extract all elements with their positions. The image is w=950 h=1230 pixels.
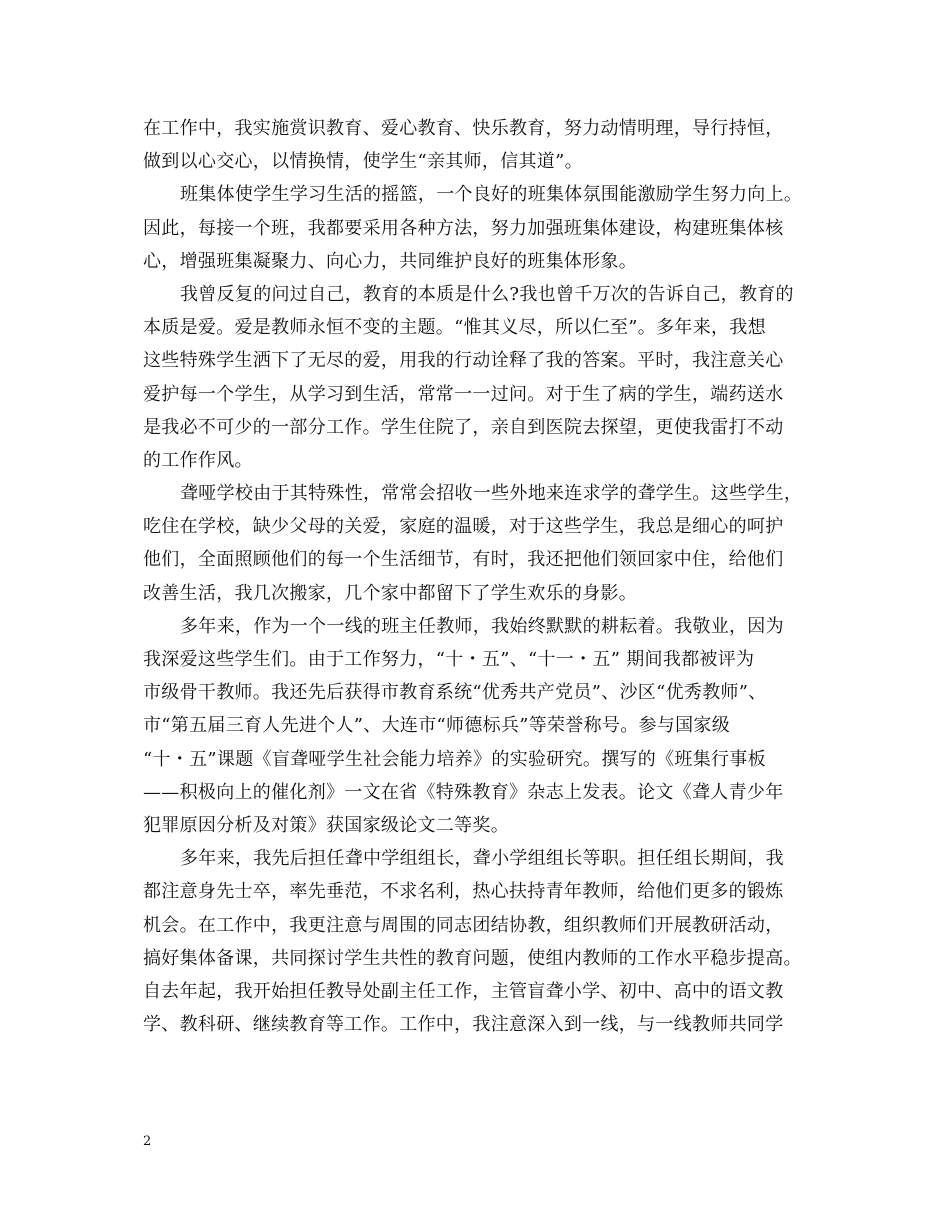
text-line: 因此，每接一个班，我都要采用各种方法，努力加强班集体建设，构建班集体核 <box>143 217 784 239</box>
text-line: 我深爱这些学生们。由于工作努力，“十・五”、“十一・五” 期间我都被评为 <box>143 649 755 670</box>
text-line: 市“第五届三育人先进个人”、大连市“师德标兵”等荣誉称号。参与国家级 <box>143 715 731 737</box>
text-line: 他们，全面照顾他们的每一个生活细节，有时，我还把他们领回家中住，给他们 <box>143 549 784 571</box>
text-line: ——积极向上的催化剂》一文在省《特殊教育》杂志上发表。论文《聋人青少年 <box>143 781 784 803</box>
text-line: 吃住在学校，缺少父母的关爱，家庭的温暖，对于这些学生，我总是细心的呵护 <box>143 516 784 538</box>
text-line: 自去年起，我开始担任教导处副主任工作，主管盲聋小学、初中、高中的语文教 <box>143 980 784 1002</box>
document-body <box>143 112 823 1041</box>
text-line: 是我必不可少的一部分工作。学生住院了，亲自到医院去探望，更使我雷打不动 <box>143 416 784 438</box>
paragraph-start-line: 我曾反复的问过自己，教育的本质是什么?我也曾千万次的告诉自己，教育的 <box>180 283 794 305</box>
text-line: 本质是爱。爱是教师永恒不变的主题。“惟其义尽，所以仁至”。多年来，我想 <box>143 317 766 339</box>
text-line: 的工作作风。 <box>143 449 253 471</box>
text-line: 这些特殊学生洒下了无尽的爱，用我的行动诠释了我的答案。平时，我注意关心 <box>143 350 784 372</box>
text-line: 犯罪原因分析及对策》获国家级论文二等奖。 <box>143 814 509 836</box>
text-line: 搞好集体备课，共同探讨学生共性的教育问题，使组内教师的工作水平稳步提高。 <box>143 947 802 969</box>
paragraph-start-line: 班集体使学生学习生活的摇篮，一个良好的班集体氛围能激励学生努力向上。 <box>180 184 803 206</box>
paragraph-start-line: 多年来，作为一个一线的班主任教师，我始终默默的耕耘着。我敬业，因为 <box>180 615 784 637</box>
text-line: 都注意身先士卒，率先垂范，不求名利，热心扶持青年教师，给他们更多的锻炼 <box>143 881 784 903</box>
text-line: 市级骨干教师。我还先后获得市教育系统“优秀共产党员”、沙区“优秀教师”、 <box>143 682 767 704</box>
text-line: 心，增强班集凝聚力、向心力，共同维护良好的班集体形象。 <box>143 250 638 272</box>
paragraph-start-line: 聋哑学校由于其特殊性，常常会招收一些外地来连求学的聋学生。这些学生， <box>180 483 803 505</box>
text-line: 改善生活，我几次搬家，几个家中都留下了学生欢乐的身影。 <box>143 582 638 604</box>
page-number: 2 <box>143 1134 152 1149</box>
text-line: “十・五”课题《盲聋哑学生社会能力培养》的实验研究。撰写的《班集行事板 <box>143 748 766 770</box>
text-line: 爱护每一个学生，从学习到生活，常常一一过问。对于生了病的学生，端药送水 <box>143 383 784 405</box>
text-line: 在工作中，我实施赏识教育、爱心教育、快乐教育，努力动情明理，导行持恒， <box>143 118 784 139</box>
text-line: 机会。在工作中，我更注意与周围的同志团结协教，组织教师们开展教研活动， <box>143 914 784 936</box>
text-line: 学、教科研、继续教育等工作。工作中，我注意深入到一线，与一线教师共同学 <box>143 1014 784 1036</box>
text-line: 做到以心交心，以情换情，使学生“亲其师，信其道”。 <box>143 151 583 173</box>
paragraph-start-line: 多年来，我先后担任聋中学组组长，聋小学组组长等职。担任组长期间，我 <box>180 848 784 870</box>
